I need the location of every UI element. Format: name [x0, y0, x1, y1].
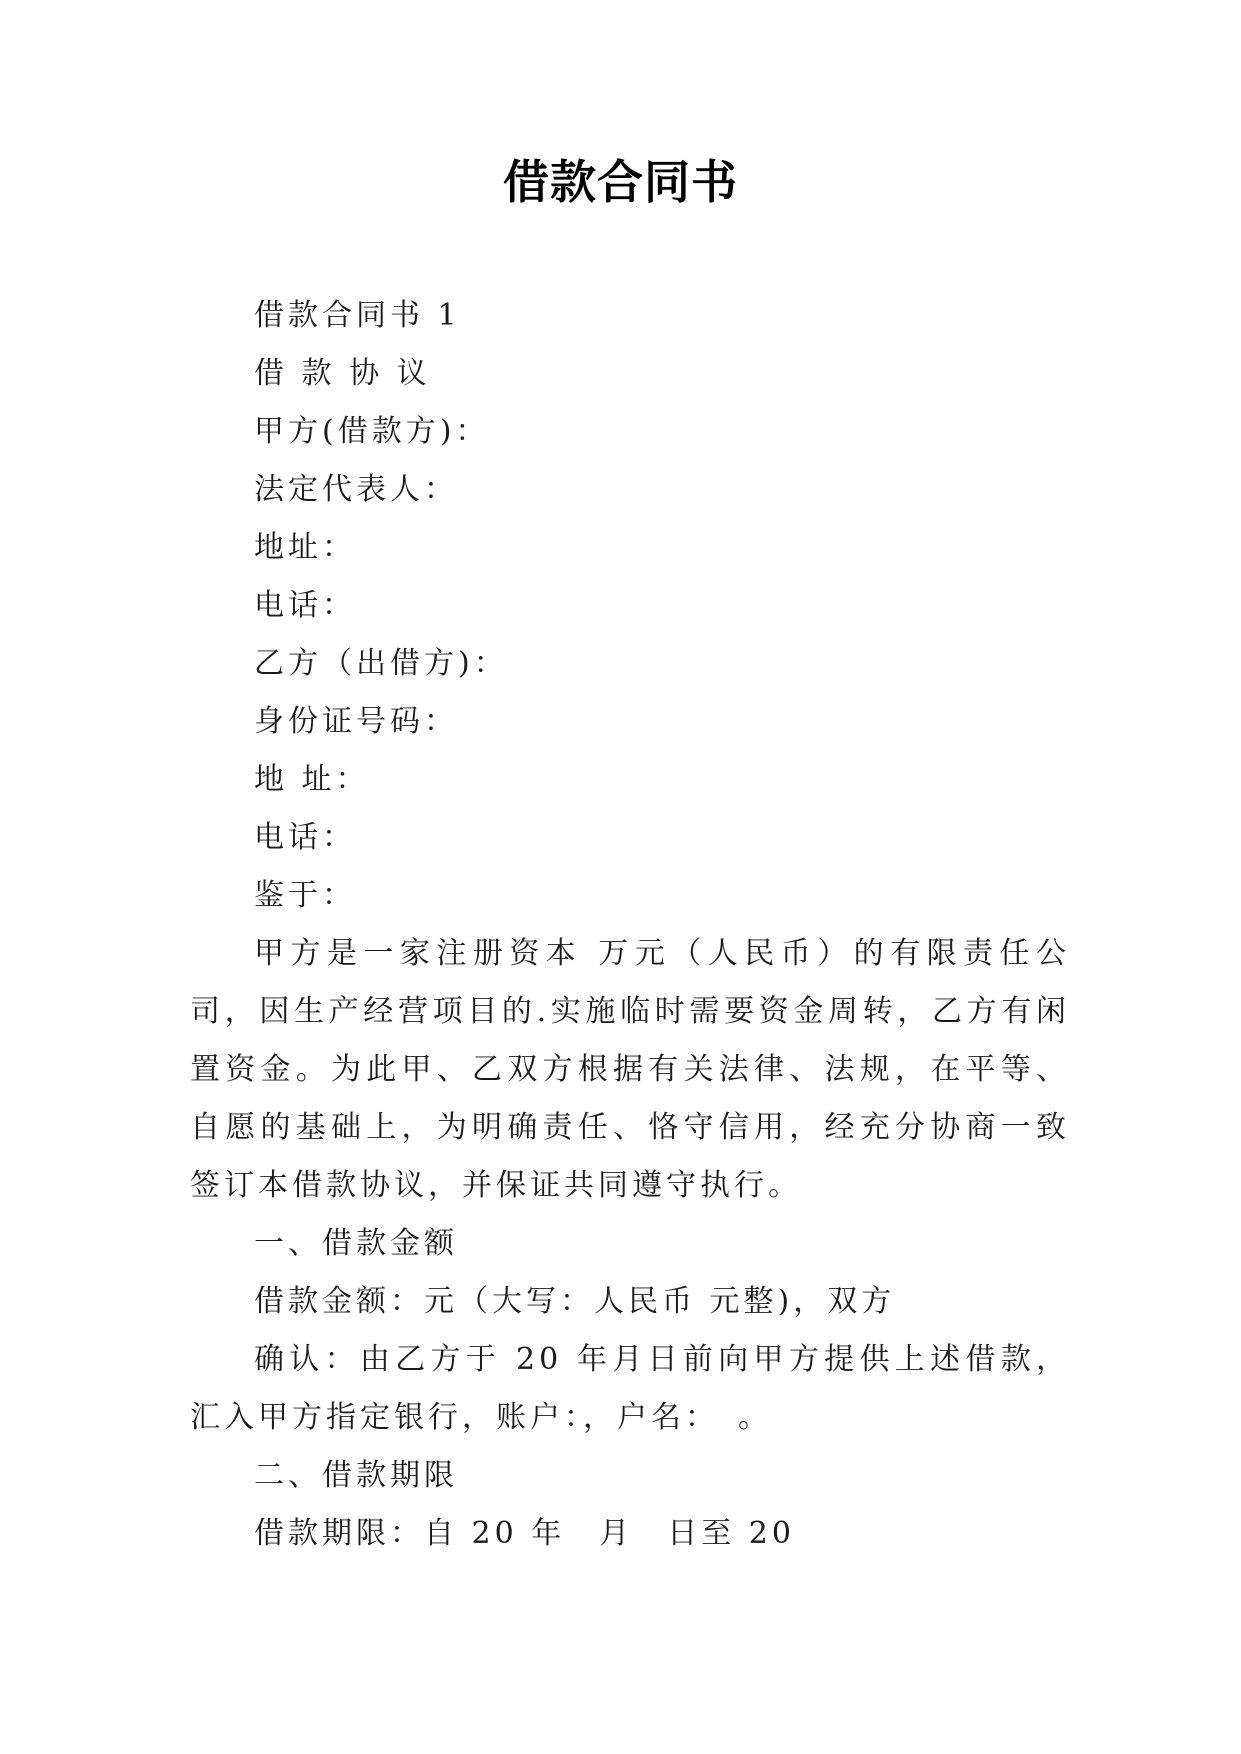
- agreement-heading: 借 款 协 议: [254, 356, 431, 391]
- party-a-phone-label: 电话：: [254, 588, 356, 623]
- party-b-phone-label: 电话：: [254, 820, 356, 855]
- party-a-address-label: 地址：: [254, 530, 356, 565]
- subtitle-line: 借款合同书 1: [254, 298, 461, 333]
- loan-amount-line: 借款金额：元（大写：人民币 元整)，双方: [254, 1284, 896, 1319]
- document-body: [190, 287, 1070, 1563]
- party-a-label: 甲方(借款方)：: [254, 414, 490, 449]
- section-1-heading: 一、借款金额: [254, 1226, 458, 1261]
- id-number-label: 身份证号码：: [254, 704, 458, 739]
- whereas-label: 鉴于：: [254, 878, 356, 913]
- party-b-address-label: 地 址：: [254, 762, 370, 797]
- document-title: 借款合同书: [503, 155, 738, 209]
- legal-representative-label: 法定代表人：: [254, 472, 458, 507]
- loan-term-line: 借款期限：自 20 年 月 日至 20: [254, 1516, 795, 1551]
- section-2-heading: 二、借款期限: [254, 1458, 458, 1493]
- party-b-label: 乙方（出借方)：: [254, 646, 508, 681]
- recital-paragraph: 甲方是一家注册资本 万元（人民币）的有限责任公司，因生产经营项目的.实施临时需要资金周转，乙方有闲置资金。为此甲、乙双方根据有关法律、法规，在平等、自愿的基础上，为明确责任、恪守信用，经充分协商一致签订本借款协议，并保证共同遵守执行。: [190, 936, 1070, 1203]
- confirmation-paragraph: 确认：由乙方于 20 年月日前向甲方提供上述借款，汇入甲方指定银行，账户：，户名： 。: [190, 1342, 1070, 1435]
